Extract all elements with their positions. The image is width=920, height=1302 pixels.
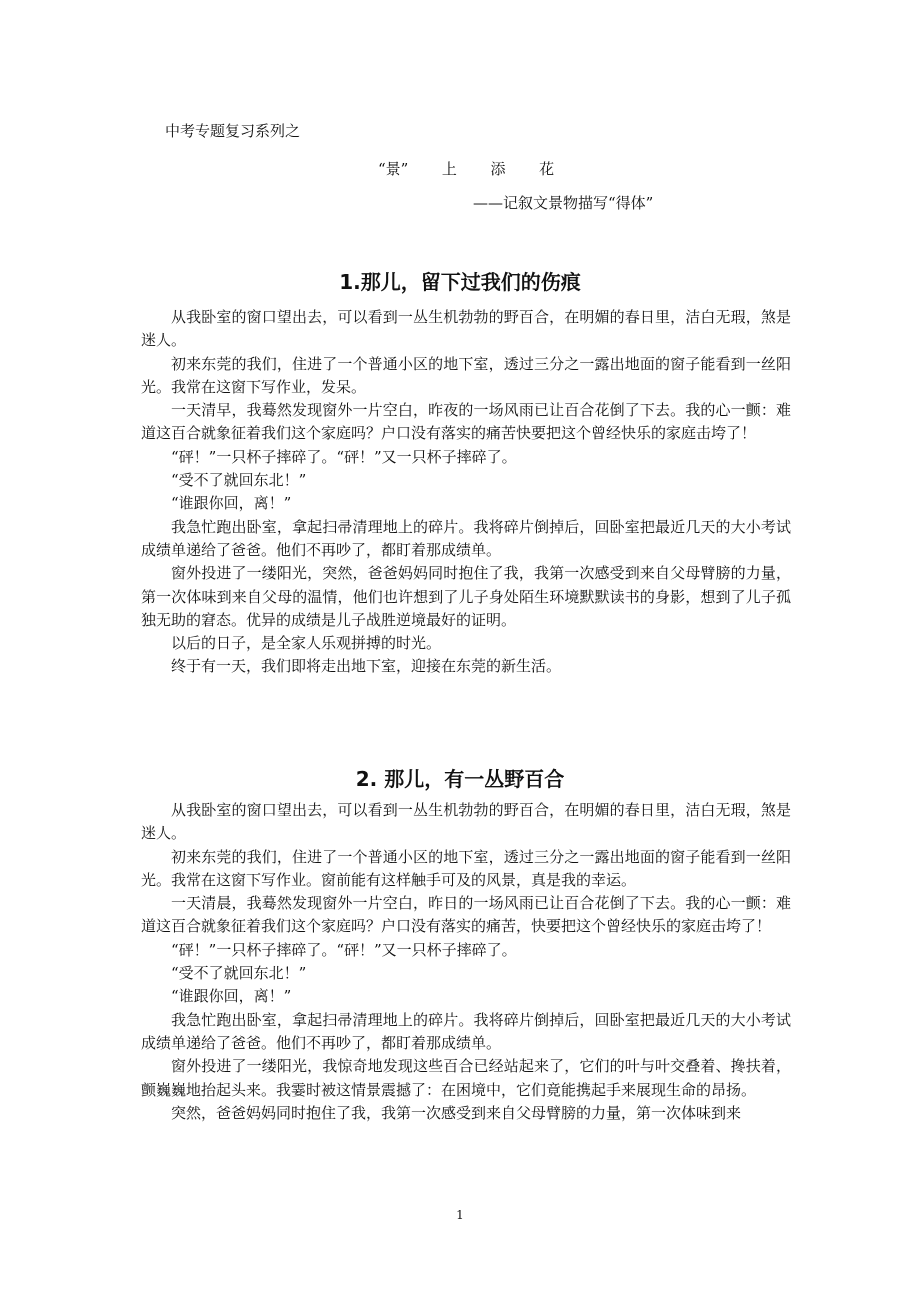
paragraph: “谁跟你回，离！”	[171, 494, 292, 513]
document-subtitle: ——记叙文景物描写“得体”	[473, 194, 654, 212]
section-1-body	[141, 306, 791, 679]
paragraph: 初来东莞的我们，住进了一个普通小区的地下室，透过三分之一露出地面的窗子能看到一丝阳光。我常在这窗下写作业，发呆。	[141, 354, 791, 396]
paragraph: 从我卧室的窗口望出去，可以看到一丛生机勃勃的野百合，在明媚的春日里，洁白无瑕，煞是迷人。	[141, 308, 791, 350]
paragraph: 我急忙跑出卧室，拿起扫帚清理地上的碎片。我将碎片倒掉后，回卧室把最近几天的大小考试成绩单递给了爸爸。他们不再吵了，都盯着那成绩单。	[141, 1010, 791, 1052]
paragraph: 一天清晨，我蓦然发现窗外一片空白，昨日的一场风雨已让百合花倒了下去。我的心一颤：难道这百合就象征着我们这个家庭吗？户口没有落实的痛苦，快要把这个曾经快乐的家庭击垮了！	[141, 894, 791, 936]
paragraph: “砰！”一只杯子摔碎了。“砰！”又一只杯子摔碎了。	[171, 447, 517, 466]
title-part: 上	[441, 160, 457, 178]
section-2-body	[141, 799, 791, 1125]
paragraph: 初来东莞的我们，住进了一个普通小区的地下室，透过三分之一露出地面的窗子能看到一丝阳光。我常在这窗下写作业。窗前能有这样触手可及的风景，真是我的幸运。	[141, 847, 791, 889]
title-part: 添	[490, 160, 506, 178]
section-1-heading: 1.那儿，留下过我们的伤痕	[339, 270, 581, 294]
paragraph: 从我卧室的窗口望出去，可以看到一丛生机勃勃的野百合，在明媚的春日里，洁白无瑕，煞是迷人。	[141, 801, 791, 843]
series-label: 中考专题复习系列之	[165, 122, 301, 140]
paragraph: “受不了就回东北！”	[171, 964, 307, 983]
paragraph: “砰！”一只杯子摔碎了。“砰！”又一只杯子摔碎了。	[171, 940, 517, 959]
page-number: 1	[456, 1208, 464, 1222]
paragraph: 我急忙跑出卧室，拿起扫帚清理地上的碎片。我将碎片倒掉后，回卧室把最近几天的大小考试成绩单递给了爸爸。他们不再吵了，都盯着那成绩单。	[141, 517, 791, 559]
paragraph: “谁跟你回，离！”	[171, 987, 292, 1006]
paragraph: 以后的日子，是全家人乐观拼搏的时光。	[171, 634, 442, 653]
paragraph: 窗外投进了一缕阳光，突然，爸爸妈妈同时抱住了我，我第一次感受到来自父母臂膀的力量，第一次体味到来自父母的温情，他们也许想到了儿子身处陌生环境默默读书的身影，想到了儿子孤独无助的窘态。优异的成绩是儿子战胜逆境最好的证明。	[141, 564, 791, 629]
paragraph: 一天清早，我蓦然发现窗外一片空白，昨夜的一场风雨已让百合花倒了下去。我的心一颤：难道这百合就象征着我们这个家庭吗？户口没有落实的痛苦快要把这个曾经快乐的家庭击垮了！	[141, 401, 791, 443]
title-part: 花	[539, 160, 555, 178]
paragraph: “受不了就回东北！”	[171, 471, 307, 490]
section-2-heading: 2. 那儿，有一丛野百合	[355, 767, 565, 791]
paragraph: 突然，爸爸妈妈同时抱住了我，我第一次感受到来自父母臂膀的力量，第一次体味到来	[171, 1103, 742, 1122]
title-part: “景”	[378, 160, 409, 178]
document-title	[378, 158, 554, 179]
paragraph: 终于有一天，我们即将走出地下室，迎接在东莞的新生活。	[171, 657, 562, 676]
paragraph: 窗外投进了一缕阳光，我惊奇地发现这些百合已经站起来了，它们的叶与叶交叠着、搀扶着，颤巍巍地抬起头来。我霎时被这情景震撼了：在困境中，它们竟能携起手来展现生命的昂扬。	[141, 1057, 791, 1099]
